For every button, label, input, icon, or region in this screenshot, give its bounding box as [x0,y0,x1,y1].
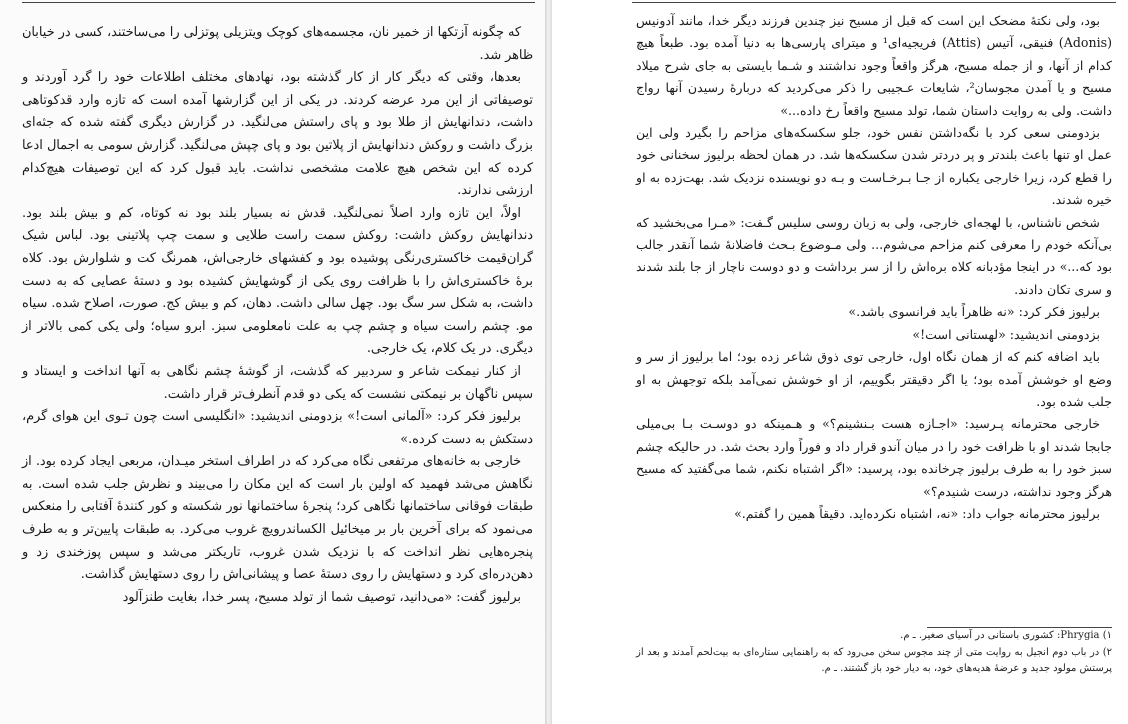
paragraph: از کنار نیمکت شاعر و سردبیر که گذشت، از گوشهٔ چشم نگاهی به آنها انداخت و ایستاد و سپس ناگهان بر نیمکتی نشست که یکی دو قدم آنطرف‌تر قرار داشت. [22,363,533,402]
paragraph: بزدومنی سعی کرد با نگه‌داشتن نفس خود، جلو سکسکه‌های مزاحم را بگیرد ولی این عمل او تنها باعث بلندتر و پر دردتر شدن سکسکه‌ها شد. در همان لحظه برلیوز سخنانی خود را قطع کرد، زیرا خارجی یکباره از جـا بـرخـاست و بـه دو نویسنده نزدیک شد. بهت‌زده به او خیره شدند. [636,125,1112,208]
paragraph: برلیوز محترمانه جواب داد: «نه، اشتباه نکرده‌اید. دقیقاً همین را گفتم.» [734,505,1100,521]
paragraph: بود، ولی نکتهٔ مضحک این است که قبل از مسیح نیز چندین فرزند دیگر خدا، مانند آدونیس (Adonis) فنیقی، آتیس (Attis) فریجیه‌ای¹ و میترای پارسی‌ها به دنیا آمده بود. طبعاً هیچ کدام از آنها، و از جمله مسیح، هرگز واقعاً وجود نداشتند و شـما بایستی به جای شرح میلاد مسیح و یا آمدن مجوسان²، شایعات عـجیبی را ذکر می‌کردید که دربارهٔ رسیدن آنها رواج داشت. ولی به روایت داستان شما، تولد مسیح واقعاً رخ داده...» [636,13,1112,118]
right-text-block [636,10,1112,525]
paragraph: بزدومنی اندیشید: «لهستانی است!» [912,326,1100,342]
book-gutter [545,0,552,724]
paragraph: خارجی به خانه‌های مرتفعی نگاه می‌کرد که در اطراف استخر میـدان، مربعی ایجاد کرده بود. از نگاهش می‌شد فهمید که اولین بار است که این مکان را می‌بیند و نظرش جلب شده است. به طبقات فوقانی ساختمانها نگاهی کرد؛ پنجرهٔ ساختمانها نور شکسته و کور کنندهٔ آفتابی را منعکس می‌نمود که برای آخرین بار بر میخائیل الکساندرویچ غروب می‌کرد. به طبقات پایین‌تر و به طرف پنجره‌هایی نظر انداخت که با نزدیک شدن غروب، تاریکتر می‌شد و سپس پوزخندی زد و دهن‌دره‌ای کرد و دستهایش را روی دستهٔ عصا و پیشانی‌اش را روی دستهایش گذاشت. [22,454,533,583]
paragraph: که چگونه آزتکها از خمیر نان، مجسمه‌های کوچک ویتزیلی پوتزلی را می‌ساختند، کسی در خیابان ظاهر شد. [22,25,533,63]
paragraph: برلیوز فکر کرد: «نه ظاهراً باید فرانسوی باشد.» [848,304,1100,320]
paragraph: برلیوز گفت: «می‌دانید، توصیف شما از تولد مسیح، پسر خدا، بغایت طنزآلود [122,589,521,605]
paragraph: برلیوز فکر کرد: «آلمانی است!» بزدومنی اندیشید: «انگلیسی است چون تـوی این هوای گرم، دستکش به دست کرده.» [22,409,533,447]
top-rule [632,2,1116,3]
paragraph: بعدها، وقتی که دیگر کار از کار گذشته بود، نهادهای مختلف اطلاعات خود را گرد آوردند و توصیفاتی از این مرد عرضه کردند. در یکی از این گزارشها آمده است که تازه وارد قدکوتاهی داشت، دندانهایش از طلا بود و پای راستش می‌لنگید. در گزارش دیگری گفته شده که جثه‌ای بزرگ داشت و روکش دندانهایش از پلاتین بود و پای چپش می‌لنگید. گزارش سومی به اجمال ادعا کرده که این شخص هیچ علامت مشخصی نداشت. باید قبول کرد که این توصیفات هیچ‌کدام ارزشی ندارند. [22,70,533,199]
top-rule [22,2,535,3]
left-book-page [0,0,545,724]
footnote: ۱) Phrygia: کشوری باستانی در آسیای صغیر. ـ م. [900,630,1112,641]
right-book-page [552,0,1128,724]
left-text-block [22,22,533,609]
footnote: ۲) در باب دوم انجیل به روایت متی از چند مجوس سخن می‌رود که به راهنمایی ستاره‌ای به بیت‌لحم آمدند و بعد از پرستش مولود جدید و عرضهٔ هدیه‌های خود، به دیار خود باز گشتند. ـ م. [636,646,1112,674]
footnotes [636,627,1112,678]
paragraph: خارجی محترمانه پـرسید: «اجـازه هست بـنشینم؟» و هـمینکه دو دوسـت بـا بی‌میلی جابجا شدند او با ظرافت خود را در میان آندو قرار داد و فوراً وارد بحث شد. در حالیکه چشم سبز خود را به طرف برلیوز چرخانده بود، پرسید: «اگر اشتباه نکنم، شما می‌گفتید که مسیح هرگز وجود نداشته، درست شنیدم؟» [636,416,1112,499]
paragraph: شخص ناشناس، با لهجه‌ای خارجی، ولی به زبان روسی سلیس گـفت: «مـرا می‌بخشید که بی‌آنکه خودم را معرفی کنم مزاحم می‌شوم... ولی مـوضوع بـحث فاضلانهٔ شما آنقدر جالب بود که...» در اینجا مؤدبانه کلاه بره‌اش را از سر برداشت و دو دوست ناچار از جا بلند شدند و سری تکان دادند. [636,214,1112,297]
paragraph: باید اضافه کنم که از همان نگاه اول، خارجی توی ذوق شاعر زده بود؛ اما برلیوز از سر و وضع او خوشش آمده بود؛ یا اگر دقیقتر بگوییم، از او خوشش نمی‌آمد بلکه توجهش به او جلب شده بود. [636,349,1112,409]
paragraph: اولاً، این تازه وارد اصلاً نمی‌لنگید. قدش نه بسیار بلند بود نه کوتاه، کم و بیش بلند بود. دندانهایش روکش داشت: روکش سمت راست طلایی و سمت چپ پلاتینی بود. لباس شیک گران‌قیمت خاکستری‌رنگی پوشیده بود و کفشهای خارجی‌اش، همرنگ کت و شلوارش بود. کلاه برهٔ خاکستری‌اش را با ظرافت روی یکی از گوشهایش کشیده بود و دستهٔ عصایی که به دست داشت، به شکل سر سگ بود. چهل سالی داشت. دهان، کم و بیش کج. صورت، اصلاح شده. سیاه مو. چشم راست سیاه و چشم چپ به علت نامعلومی سبز. ابرو سیاه؛ ولی یکی کمی بالاتر از دیگری. در یک کلام، یک خارجی. [22,205,533,357]
